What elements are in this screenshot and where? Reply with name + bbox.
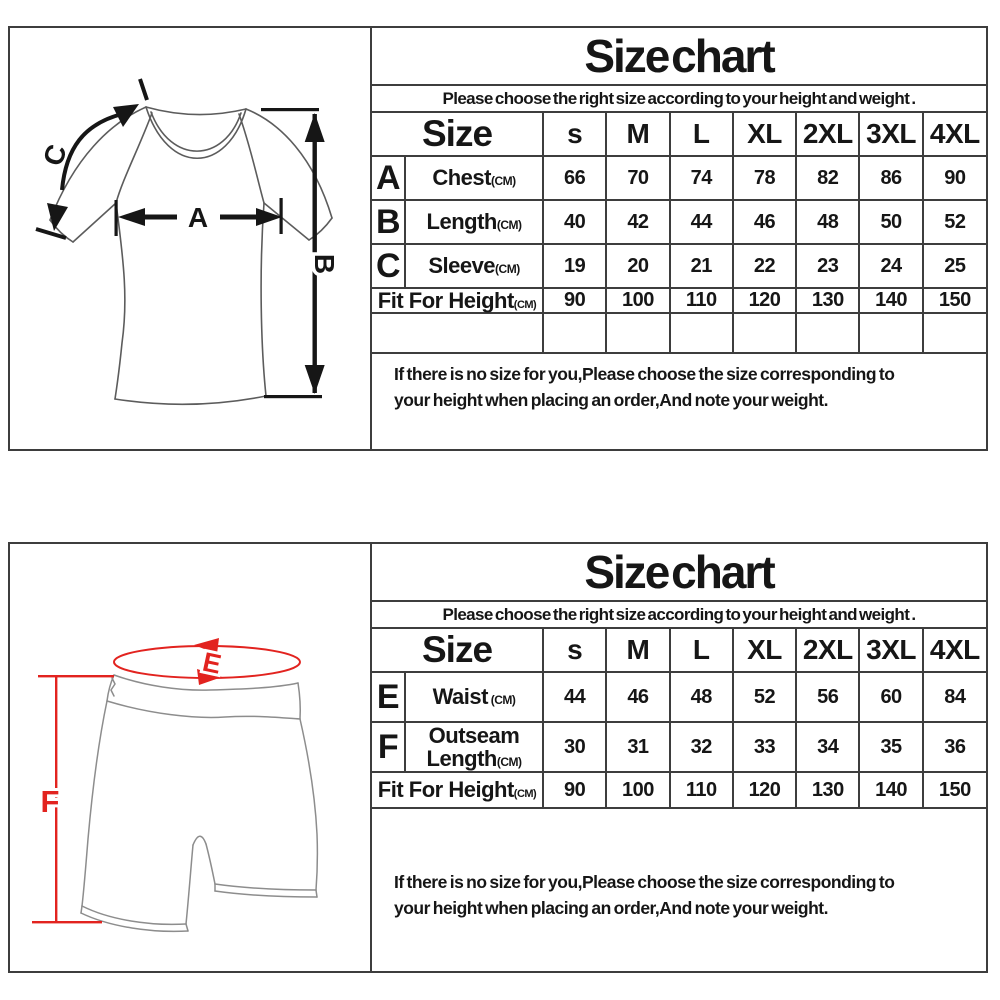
size-corner-header: Size xyxy=(372,629,543,672)
measure-letter-cell: E xyxy=(372,672,405,722)
size-col-header-3XL: 3XL xyxy=(859,629,922,672)
shirt-size-table xyxy=(372,113,986,352)
size-col-header-XL: XL xyxy=(733,113,796,156)
size-value-cell: 20 xyxy=(606,244,669,288)
size-value-cell: 60 xyxy=(859,672,922,722)
table-row xyxy=(372,244,986,288)
size-value-cell: 74 xyxy=(670,156,733,200)
size-value-cell: 22 xyxy=(733,244,796,288)
size-value-cell: 31 xyxy=(606,722,669,772)
size-value-cell: 110 xyxy=(670,288,733,313)
measure-letter-cell: C xyxy=(372,244,405,288)
size-value-cell: 82 xyxy=(796,156,859,200)
fit-for-height-cell xyxy=(372,772,543,808)
size-value-cell: 120 xyxy=(733,288,796,313)
measure-label-c: C xyxy=(37,140,73,170)
size-value-cell: 150 xyxy=(923,288,986,313)
size-value-cell: 120 xyxy=(733,772,796,808)
note-line-2: your height when placing an order,And note your weight. xyxy=(394,898,828,919)
size-value-cell: 66 xyxy=(543,156,606,200)
size-col-header-s: s xyxy=(543,629,606,672)
shirt-size-chart-section xyxy=(8,26,988,451)
size-value-cell: 52 xyxy=(733,672,796,722)
size-value-cell: 90 xyxy=(923,156,986,200)
chart-subtitle: Please choose the right size according to your height and weight . xyxy=(372,602,986,629)
note-line-2: your height when placing an order,And note your weight. xyxy=(394,390,828,411)
table-row xyxy=(372,156,986,200)
size-value-cell: 90 xyxy=(543,288,606,313)
size-value-cell: 36 xyxy=(923,722,986,772)
size-value-cell: 34 xyxy=(796,722,859,772)
unit-label: (CM) xyxy=(487,693,516,708)
size-note xyxy=(372,352,986,449)
measure-letter-cell: A xyxy=(372,156,405,200)
shorts-chart-area xyxy=(372,544,986,971)
size-col-header-s: s xyxy=(543,113,606,156)
measure-label-text: Chest xyxy=(432,165,491,191)
measure-arrow-a xyxy=(115,198,283,236)
measure-label-text: Fit For Height xyxy=(377,288,514,313)
shorts-outline-drawing xyxy=(10,544,370,971)
measure-ellipse-e xyxy=(114,638,300,685)
unit-label: (CM) xyxy=(490,174,516,189)
measure-label-text: Outseam Length xyxy=(426,722,520,771)
measure-label-cell xyxy=(405,156,543,200)
size-col-header-M: M xyxy=(606,113,669,156)
size-value-cell: 24 xyxy=(859,244,922,288)
size-note xyxy=(372,809,986,971)
size-col-header-4XL: 4XL xyxy=(923,629,986,672)
size-col-header-4XL: 4XL xyxy=(923,113,986,156)
size-header-row xyxy=(372,113,986,156)
size-value-cell: 90 xyxy=(543,772,606,808)
size-value-cell: 32 xyxy=(670,722,733,772)
unit-label: (CM) xyxy=(495,262,520,277)
shirt-chart-area xyxy=(372,28,986,449)
size-value-cell: 46 xyxy=(733,200,796,244)
size-col-header-3XL: 3XL xyxy=(859,113,922,156)
size-value-cell: 84 xyxy=(923,672,986,722)
table-row xyxy=(372,722,986,772)
size-value-cell: 56 xyxy=(796,672,859,722)
size-value-cell: 19 xyxy=(543,244,606,288)
shorts-size-chart-section xyxy=(8,542,988,973)
size-value-cell: 48 xyxy=(670,672,733,722)
size-value-cell: 100 xyxy=(606,772,669,808)
unit-label: (CM) xyxy=(496,755,522,769)
size-value-cell: 42 xyxy=(606,200,669,244)
unit-label: (CM) xyxy=(513,299,537,311)
measure-label-a: A xyxy=(187,202,209,233)
measure-letter-cell: B xyxy=(372,200,405,244)
size-value-cell: 44 xyxy=(670,200,733,244)
tshirt-outline xyxy=(50,107,332,404)
size-value-cell: 33 xyxy=(733,722,796,772)
size-value-cell: 130 xyxy=(796,772,859,808)
chart-subtitle: Please choose the right size according to your height and weight . xyxy=(372,86,986,113)
fit-for-height-cell xyxy=(372,288,543,313)
note-line-1: If there is no size for you,Please choose the size corresponding to xyxy=(394,872,895,892)
size-value-cell: 23 xyxy=(796,244,859,288)
measure-label-e: E xyxy=(199,646,224,680)
note-line-1: If there is no size for you,Please choose the size corresponding to xyxy=(394,364,895,385)
size-value-cell: 52 xyxy=(923,200,986,244)
shorts-size-table xyxy=(372,629,986,809)
shorts-outline xyxy=(81,675,317,931)
size-value-cell: 78 xyxy=(733,156,796,200)
table-row xyxy=(372,672,986,722)
size-col-header-M: M xyxy=(606,629,669,672)
tshirt-outline-drawing xyxy=(10,28,370,449)
unit-label: (CM) xyxy=(513,788,537,801)
size-value-cell: 140 xyxy=(859,288,922,313)
measure-label-b: B xyxy=(309,253,340,275)
shorts-diagram xyxy=(10,544,372,971)
size-value-cell: 50 xyxy=(859,200,922,244)
size-value-cell: 70 xyxy=(606,156,669,200)
size-value-cell: 130 xyxy=(796,288,859,313)
size-header-row xyxy=(372,629,986,672)
size-value-cell: 86 xyxy=(859,156,922,200)
measure-label-cell xyxy=(405,722,543,772)
unit-label: (CM) xyxy=(496,218,522,233)
size-value-cell: 150 xyxy=(923,772,986,808)
size-value-cell: 30 xyxy=(543,722,606,772)
size-value-cell: 140 xyxy=(859,772,922,808)
size-col-header-2XL: 2XL xyxy=(796,629,859,672)
empty-row xyxy=(372,313,986,352)
size-value-cell: 100 xyxy=(606,288,669,313)
tshirt-diagram xyxy=(10,28,372,449)
size-value-cell: 110 xyxy=(670,772,733,808)
table-row xyxy=(372,772,986,808)
size-value-cell: 25 xyxy=(923,244,986,288)
measure-line-f xyxy=(32,675,114,923)
size-col-header-2XL: 2XL xyxy=(796,113,859,156)
measure-label-text: Length xyxy=(426,209,497,235)
size-corner-header: Size xyxy=(372,113,543,156)
chart-title: Size chart xyxy=(372,544,986,602)
size-value-cell: 21 xyxy=(670,244,733,288)
chart-title: Size chart xyxy=(372,28,986,86)
measure-letter-cell: F xyxy=(372,722,405,772)
size-col-header-L: L xyxy=(670,629,733,672)
measure-label-cell xyxy=(405,672,543,722)
size-value-cell: 48 xyxy=(796,200,859,244)
measure-label-cell xyxy=(405,244,543,288)
table-row xyxy=(372,200,986,244)
size-col-header-L: L xyxy=(670,113,733,156)
measure-label-cell xyxy=(405,200,543,244)
size-col-header-XL: XL xyxy=(733,629,796,672)
size-value-cell: 46 xyxy=(606,672,669,722)
table-row xyxy=(372,288,986,313)
size-value-cell: 40 xyxy=(543,200,606,244)
size-value-cell: 35 xyxy=(859,722,922,772)
measure-label-f: F xyxy=(40,784,60,819)
measure-label-text: Waist xyxy=(432,684,488,710)
size-value-cell: 44 xyxy=(543,672,606,722)
measure-label-text: Fit For Height xyxy=(377,777,514,803)
measure-label-text: Sleeve xyxy=(428,253,496,279)
